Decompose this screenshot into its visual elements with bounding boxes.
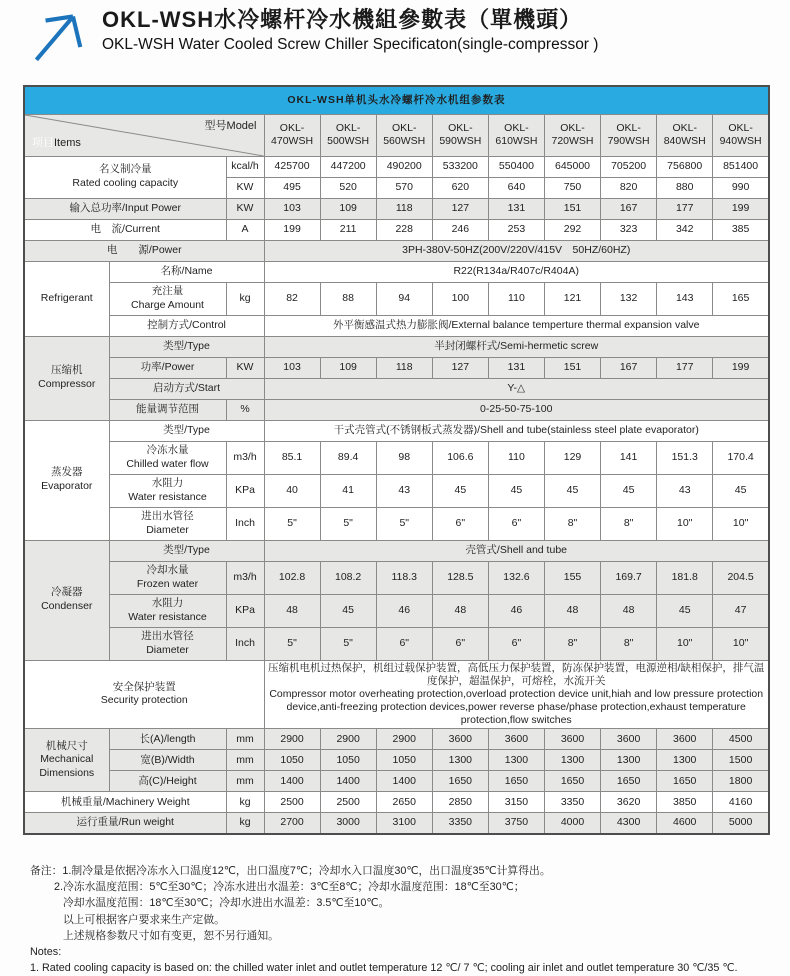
row-width — [24, 750, 769, 771]
row-refrigerant-name — [24, 261, 769, 282]
table-banner: OKL-WSH单机头水冷螺杆冷水机组参数表 — [24, 86, 769, 114]
row-chilled-water-flow — [24, 441, 769, 474]
value-cell: 2850 — [432, 792, 488, 813]
dimensions-section-zh: 机械尺寸 — [45, 739, 88, 752]
value-cell: 155 — [544, 561, 600, 594]
row-cond-diameter — [24, 627, 769, 660]
value-cell: 45 — [488, 474, 544, 507]
value-cell: 3000 — [320, 813, 376, 834]
value-cell: 620 — [432, 177, 488, 198]
input-power-label: 输入总功率/Input Power — [24, 198, 226, 219]
value-cell: 2900 — [264, 729, 320, 750]
row-control — [24, 315, 769, 336]
value-cell: 3350 — [544, 792, 600, 813]
value-cell: 6" — [488, 627, 544, 660]
corner-items-zh: 项目 — [32, 136, 54, 149]
value-cell: 199 — [713, 357, 769, 378]
value-cell: 8" — [601, 507, 657, 540]
security-text-en: Compressor motor overheating protection,overload protection device unit,hiah and low pressure protection device,anti-freezing protection devices,power reverse phase/phase protection,exhaust temperature protection,flow switches — [269, 687, 764, 726]
length-label: 长(A)/length — [109, 729, 226, 750]
value-cell: 204.5 — [713, 561, 769, 594]
charge-label-zh: 充注量 — [151, 284, 184, 297]
page-titles — [102, 6, 598, 54]
run-weight-label: 运行重量/Run weight — [24, 813, 226, 834]
value-cell: 5000 — [713, 813, 769, 834]
value-cell: 1650 — [432, 771, 488, 792]
value-cell: 1800 — [713, 771, 769, 792]
evaporator-section-en: Evaporator — [41, 480, 93, 492]
evap-flow-label-zh: 冷冻水量 — [146, 443, 189, 456]
cond-flow-label — [109, 561, 226, 594]
value-cell: 121 — [544, 282, 600, 315]
unit-cell: KW — [226, 177, 264, 198]
value-cell: 118 — [376, 198, 432, 219]
cond-resistance-label-en: Water resistance — [128, 610, 207, 623]
unit-cell: kcal/h — [226, 156, 264, 177]
unit-cell: KW — [226, 357, 264, 378]
value-cell: 2500 — [264, 792, 320, 813]
model-header: OKL-470WSH — [264, 114, 320, 156]
value-cell: 2650 — [376, 792, 432, 813]
spec-table — [23, 85, 770, 835]
unit-cell: kg — [226, 792, 264, 813]
value-cell: 2900 — [376, 729, 432, 750]
value-cell: 48 — [544, 594, 600, 627]
value-cell: 151.3 — [657, 441, 713, 474]
value-cell: 3600 — [432, 729, 488, 750]
table-header-row — [24, 114, 769, 156]
value-cell: 1400 — [376, 771, 432, 792]
value-cell: 45 — [713, 474, 769, 507]
value-cell: 45 — [601, 474, 657, 507]
value-cell: 40 — [264, 474, 320, 507]
value-cell: 4000 — [544, 813, 600, 834]
value-cell: 4500 — [713, 729, 769, 750]
value-cell: 2500 — [320, 792, 376, 813]
evap-resistance-label-en: Water resistance — [128, 490, 207, 503]
value-cell: 1300 — [601, 750, 657, 771]
value-cell: 109 — [320, 357, 376, 378]
value-cell: 43 — [657, 474, 713, 507]
security-label — [24, 660, 264, 729]
value-cell: 8" — [544, 627, 600, 660]
value-cell: 495 — [264, 177, 320, 198]
evap-flow-label-en: Chilled water flow — [126, 457, 209, 470]
notes-block — [30, 863, 780, 976]
value-cell: 490200 — [376, 156, 432, 177]
value-cell: 45 — [544, 474, 600, 507]
capacity-label-en: Rated cooling capacity — [72, 177, 179, 189]
row-condenser-type — [24, 540, 769, 561]
row-evap-diameter — [24, 507, 769, 540]
charge-label — [109, 282, 226, 315]
value-cell: 3600 — [488, 729, 544, 750]
value-cell: 520 — [320, 177, 376, 198]
note-line: 上述规格参数尺寸如有变更，恕不另行通知。 — [63, 929, 279, 942]
row-security — [24, 660, 769, 729]
value-cell: 4600 — [657, 813, 713, 834]
value-cell: 108.2 — [320, 561, 376, 594]
value-cell: 3350 — [432, 813, 488, 834]
value-cell: 5" — [320, 627, 376, 660]
value-cell: 570 — [376, 177, 432, 198]
value-cell: 5" — [264, 507, 320, 540]
unit-cell: kg — [226, 282, 264, 315]
value-cell: 1650 — [657, 771, 713, 792]
cond-diameter-label — [109, 627, 226, 660]
value-cell: 109 — [320, 198, 376, 219]
value-cell: 253 — [488, 219, 544, 240]
value-cell: 2700 — [264, 813, 320, 834]
dimensions-section-label — [24, 729, 109, 792]
value-cell: 990 — [713, 177, 769, 198]
value-cell: 165 — [713, 282, 769, 315]
page-title-en: OKL-WSH Water Cooled Screw Chiller Specificaton(single-compressor ) — [102, 35, 599, 53]
security-label-zh: 安全保护装置 — [112, 680, 176, 693]
value-cell: 1300 — [432, 750, 488, 771]
value-cell: 129 — [544, 441, 600, 474]
value-cell: 10" — [713, 507, 769, 540]
row-evaporator-type — [24, 420, 769, 441]
row-power-supply — [24, 240, 769, 261]
energy-value: 0-25-50-75-100 — [264, 399, 769, 420]
width-label: 宽(B)/Width — [109, 750, 226, 771]
value-cell: 132.6 — [488, 561, 544, 594]
value-cell: 82 — [264, 282, 320, 315]
model-header: OKL-940WSH — [713, 114, 769, 156]
note-line: 备注：1.制冷量是依据冷冻水入口温度12℃，出口温度7℃；冷却水入口温度30℃，出口温度35℃计算得出。 — [30, 865, 551, 877]
value-cell: 103 — [264, 198, 320, 219]
compressor-type-value: 半封闭螺杆式/Semi-hermetic screw — [264, 336, 769, 357]
row-current — [24, 219, 769, 240]
value-cell: 880 — [657, 177, 713, 198]
model-header: OKL-560WSH — [376, 114, 432, 156]
value-cell: 1500 — [713, 750, 769, 771]
unit-cell: A — [226, 219, 264, 240]
value-cell: 640 — [488, 177, 544, 198]
unit-cell: % — [226, 399, 264, 420]
cond-flow-label-en: Frozen water — [136, 577, 199, 590]
value-cell: 128.5 — [432, 561, 488, 594]
value-cell: 645000 — [544, 156, 600, 177]
row-compressor-power — [24, 357, 769, 378]
row-input-power — [24, 198, 769, 219]
value-cell: 177 — [657, 357, 713, 378]
dimensions-section-en2: Dimensions — [39, 766, 95, 779]
value-cell: 110 — [488, 282, 544, 315]
cond-diameter-label-zh: 进出水管径 — [141, 629, 194, 642]
cond-resistance-label-zh: 水阻力 — [151, 596, 184, 609]
row-machinery-weight — [24, 792, 769, 813]
value-cell: 151 — [544, 357, 600, 378]
evaporator-type-label: 类型/Type — [109, 420, 264, 441]
condenser-section-label — [24, 540, 109, 660]
value-cell: 756800 — [657, 156, 713, 177]
unit-cell: Inch — [226, 627, 264, 660]
value-cell: 169.7 — [601, 561, 657, 594]
value-cell: 41 — [320, 474, 376, 507]
row-height — [24, 771, 769, 792]
model-header: OKL-840WSH — [657, 114, 713, 156]
value-cell: 43 — [376, 474, 432, 507]
unit-cell: m3/h — [226, 441, 264, 474]
value-cell: 425700 — [264, 156, 320, 177]
note-line: 冷却水温度范围：18℃至30℃；冷却水进出水温差：3.5℃至10℃。 — [63, 897, 390, 910]
value-cell: 5" — [264, 627, 320, 660]
value-cell: 46 — [488, 594, 544, 627]
unit-cell: KPa — [226, 594, 264, 627]
row-cond-water-resistance — [24, 594, 769, 627]
value-cell: 10" — [713, 627, 769, 660]
value-cell: 167 — [601, 357, 657, 378]
value-cell: 323 — [601, 219, 657, 240]
corner-model-label: 型号Model — [204, 119, 257, 132]
value-cell: 1050 — [320, 750, 376, 771]
model-header: OKL-790WSH — [601, 114, 657, 156]
value-cell: 1650 — [601, 771, 657, 792]
value-cell: 127 — [432, 357, 488, 378]
row-run-weight — [24, 813, 769, 834]
evap-resistance-label-zh: 水阻力 — [151, 476, 184, 489]
unit-cell: mm — [226, 771, 264, 792]
compressor-section-en: Compressor — [38, 378, 96, 390]
row-evap-water-resistance — [24, 474, 769, 507]
condenser-section-zh: 冷凝器 — [51, 586, 83, 599]
value-cell: 48 — [601, 594, 657, 627]
start-value: Y-△ — [264, 378, 769, 399]
security-text-zh: 压缩机电机过热保护，机组过载保护装置，高低压力保护装置，防冻保护装置，电源逆相/缺相保护，排气温度保护，超温保护，可熔栓，水流开关 — [268, 661, 765, 687]
unit-cell: m3/h — [226, 561, 264, 594]
value-cell: 3750 — [488, 813, 544, 834]
compressor-section-label — [24, 336, 109, 420]
value-cell: 5" — [320, 507, 376, 540]
unit-cell: mm — [226, 729, 264, 750]
value-cell: 1650 — [544, 771, 600, 792]
cond-resistance-label — [109, 594, 226, 627]
refrigerant-name-label: 名称/Name — [109, 261, 264, 282]
page-title-zh: OKL-WSH水冷螺杆冷水機組參數表（單機頭） — [102, 7, 583, 32]
value-cell: 46 — [376, 594, 432, 627]
value-cell: 1300 — [544, 750, 600, 771]
row-start-mode — [24, 378, 769, 399]
value-cell: 10" — [657, 627, 713, 660]
value-cell: 3150 — [488, 792, 544, 813]
model-header: OKL-500WSH — [320, 114, 376, 156]
value-cell: 6" — [376, 627, 432, 660]
value-cell: 8" — [601, 627, 657, 660]
evap-diameter-label — [109, 507, 226, 540]
value-cell: 103 — [264, 357, 320, 378]
value-cell: 1400 — [264, 771, 320, 792]
value-cell: 45 — [320, 594, 376, 627]
evap-diameter-label-zh: 进出水管径 — [141, 509, 194, 522]
value-cell: 1650 — [488, 771, 544, 792]
note-line-en: 1. Rated cooling capacity is based on: the chilled water inlet and outlet temperature 12 ℃/ 7 ℃; cooling air inlet and outlet temperature 30 ℃/35 ℃. — [30, 962, 738, 975]
dimensions-section-en1: Mechanical — [40, 753, 94, 766]
value-cell: 151 — [544, 198, 600, 219]
value-cell: 102.8 — [264, 561, 320, 594]
row-charge-amount — [24, 282, 769, 315]
value-cell: 131 — [488, 198, 544, 219]
value-cell: 5" — [376, 507, 432, 540]
value-cell: 98 — [376, 441, 432, 474]
value-cell: 8" — [544, 507, 600, 540]
condenser-section-en: Condenser — [41, 600, 93, 612]
value-cell: 533200 — [432, 156, 488, 177]
security-text — [264, 660, 769, 729]
value-cell: 177 — [657, 198, 713, 219]
value-cell: 127 — [432, 198, 488, 219]
capacity-label-zh: 名义制冷量 — [99, 163, 152, 176]
value-cell: 199 — [713, 198, 769, 219]
value-cell: 851400 — [713, 156, 769, 177]
height-label: 高(C)/Height — [109, 771, 226, 792]
note-line: 2.冷冻水温度范围：5℃至30℃；冷冻水进出水温差：3℃至8℃；冷却水温度范围：18℃至30℃； — [54, 881, 525, 894]
value-cell: 6" — [432, 627, 488, 660]
capacity-label — [24, 156, 226, 198]
row-length — [24, 729, 769, 750]
value-cell: 550400 — [488, 156, 544, 177]
unit-cell: Inch — [226, 507, 264, 540]
value-cell: 167 — [601, 198, 657, 219]
value-cell: 3600 — [657, 729, 713, 750]
value-cell: 181.8 — [657, 561, 713, 594]
evaporator-section-label — [24, 420, 109, 540]
value-cell: 6" — [488, 507, 544, 540]
cond-diameter-label-en: Diameter — [146, 643, 189, 656]
page-header — [30, 6, 598, 66]
value-cell: 705200 — [601, 156, 657, 177]
evaporator-section-zh: 蒸发器 — [51, 466, 83, 479]
charge-label-en: Charge Amount — [131, 298, 204, 311]
row-energy-range — [24, 399, 769, 420]
power-supply-label: 电 源/Power — [24, 240, 264, 261]
control-label: 控制方式/Control — [109, 315, 264, 336]
value-cell: 45 — [432, 474, 488, 507]
value-cell: 385 — [713, 219, 769, 240]
value-cell: 2900 — [320, 729, 376, 750]
value-cell: 141 — [601, 441, 657, 474]
value-cell: 10" — [657, 507, 713, 540]
value-cell: 199 — [264, 219, 320, 240]
value-cell: 1400 — [320, 771, 376, 792]
value-cell: 4300 — [601, 813, 657, 834]
value-cell: 132 — [601, 282, 657, 315]
corner-items-en: Items — [54, 136, 81, 149]
model-header: OKL-590WSH — [432, 114, 488, 156]
evap-flow-label — [109, 441, 226, 474]
evaporator-type-value: 干式壳管式(不锈钢板式蒸发器)/Shell and tube(stainless steel plate evaporator) — [264, 420, 769, 441]
value-cell: 47 — [713, 594, 769, 627]
unit-cell: mm — [226, 750, 264, 771]
value-cell: 110 — [488, 441, 544, 474]
model-header: OKL-610WSH — [488, 114, 544, 156]
value-cell: 131 — [488, 357, 544, 378]
condenser-type-value: 壳管式/Shell and tube — [264, 540, 769, 561]
corner-cell — [24, 114, 264, 156]
notes-en-title: Notes: — [30, 945, 62, 958]
value-cell: 3600 — [601, 729, 657, 750]
note-line: 以上可根据客户要求来生产定做。 — [63, 913, 225, 926]
row-compressor-type — [24, 336, 769, 357]
value-cell: 246 — [432, 219, 488, 240]
value-cell: 118.3 — [376, 561, 432, 594]
value-cell: 48 — [264, 594, 320, 627]
compressor-power-label: 功率/Power — [109, 357, 226, 378]
up-right-arrow-icon — [30, 8, 94, 66]
value-cell: 820 — [601, 177, 657, 198]
value-cell: 45 — [657, 594, 713, 627]
value-cell: 211 — [320, 219, 376, 240]
value-cell: 3100 — [376, 813, 432, 834]
value-cell: 1050 — [376, 750, 432, 771]
value-cell: 48 — [432, 594, 488, 627]
value-cell: 292 — [544, 219, 600, 240]
value-cell: 3850 — [657, 792, 713, 813]
current-label: 电 流/Current — [24, 219, 226, 240]
refrigerant-name-value: R22(R134a/R407c/R404A) — [264, 261, 769, 282]
condenser-type-label: 类型/Type — [109, 540, 264, 561]
start-label: 启动方式/Start — [109, 378, 264, 399]
compressor-section-zh: 压缩机 — [51, 364, 83, 377]
value-cell: 89.4 — [320, 441, 376, 474]
unit-cell: kg — [226, 813, 264, 834]
value-cell: 447200 — [320, 156, 376, 177]
evap-resistance-label — [109, 474, 226, 507]
value-cell: 94 — [376, 282, 432, 315]
control-value: 外平衡感温式热力膨胀阀/External balance temperture thermal expansion valve — [264, 315, 769, 336]
corner-items-label — [32, 137, 81, 151]
value-cell: 118 — [376, 357, 432, 378]
value-cell: 3620 — [601, 792, 657, 813]
value-cell: 1050 — [264, 750, 320, 771]
compressor-type-label: 类型/Type — [109, 336, 264, 357]
value-cell: 228 — [376, 219, 432, 240]
evap-diameter-label-en: Diameter — [146, 523, 189, 536]
row-frozen-water — [24, 561, 769, 594]
value-cell: 342 — [657, 219, 713, 240]
value-cell: 106.6 — [432, 441, 488, 474]
table-banner-row — [24, 86, 769, 114]
value-cell: 170.4 — [713, 441, 769, 474]
unit-cell: KW — [226, 198, 264, 219]
power-supply-value: 3PH-380V-50HZ(200V/220V/415V 50HZ/60HZ) — [264, 240, 769, 261]
unit-cell: KPa — [226, 474, 264, 507]
value-cell: 1300 — [657, 750, 713, 771]
security-label-en: Security protection — [100, 694, 188, 707]
cond-flow-label-zh: 冷却水量 — [146, 563, 189, 576]
value-cell: 750 — [544, 177, 600, 198]
value-cell: 4160 — [713, 792, 769, 813]
energy-label: 能量调节范围 — [109, 399, 226, 420]
value-cell: 88 — [320, 282, 376, 315]
row-capacity-kcal — [24, 156, 769, 177]
machinery-weight-label: 机械重量/Machinery Weight — [24, 792, 226, 813]
value-cell: 85.1 — [264, 441, 320, 474]
value-cell: 100 — [432, 282, 488, 315]
model-header: OKL-720WSH — [544, 114, 600, 156]
value-cell: 3600 — [544, 729, 600, 750]
refrigerant-section-label: Refrigerant — [24, 261, 109, 336]
value-cell: 1300 — [488, 750, 544, 771]
value-cell: 6" — [432, 507, 488, 540]
value-cell: 143 — [657, 282, 713, 315]
